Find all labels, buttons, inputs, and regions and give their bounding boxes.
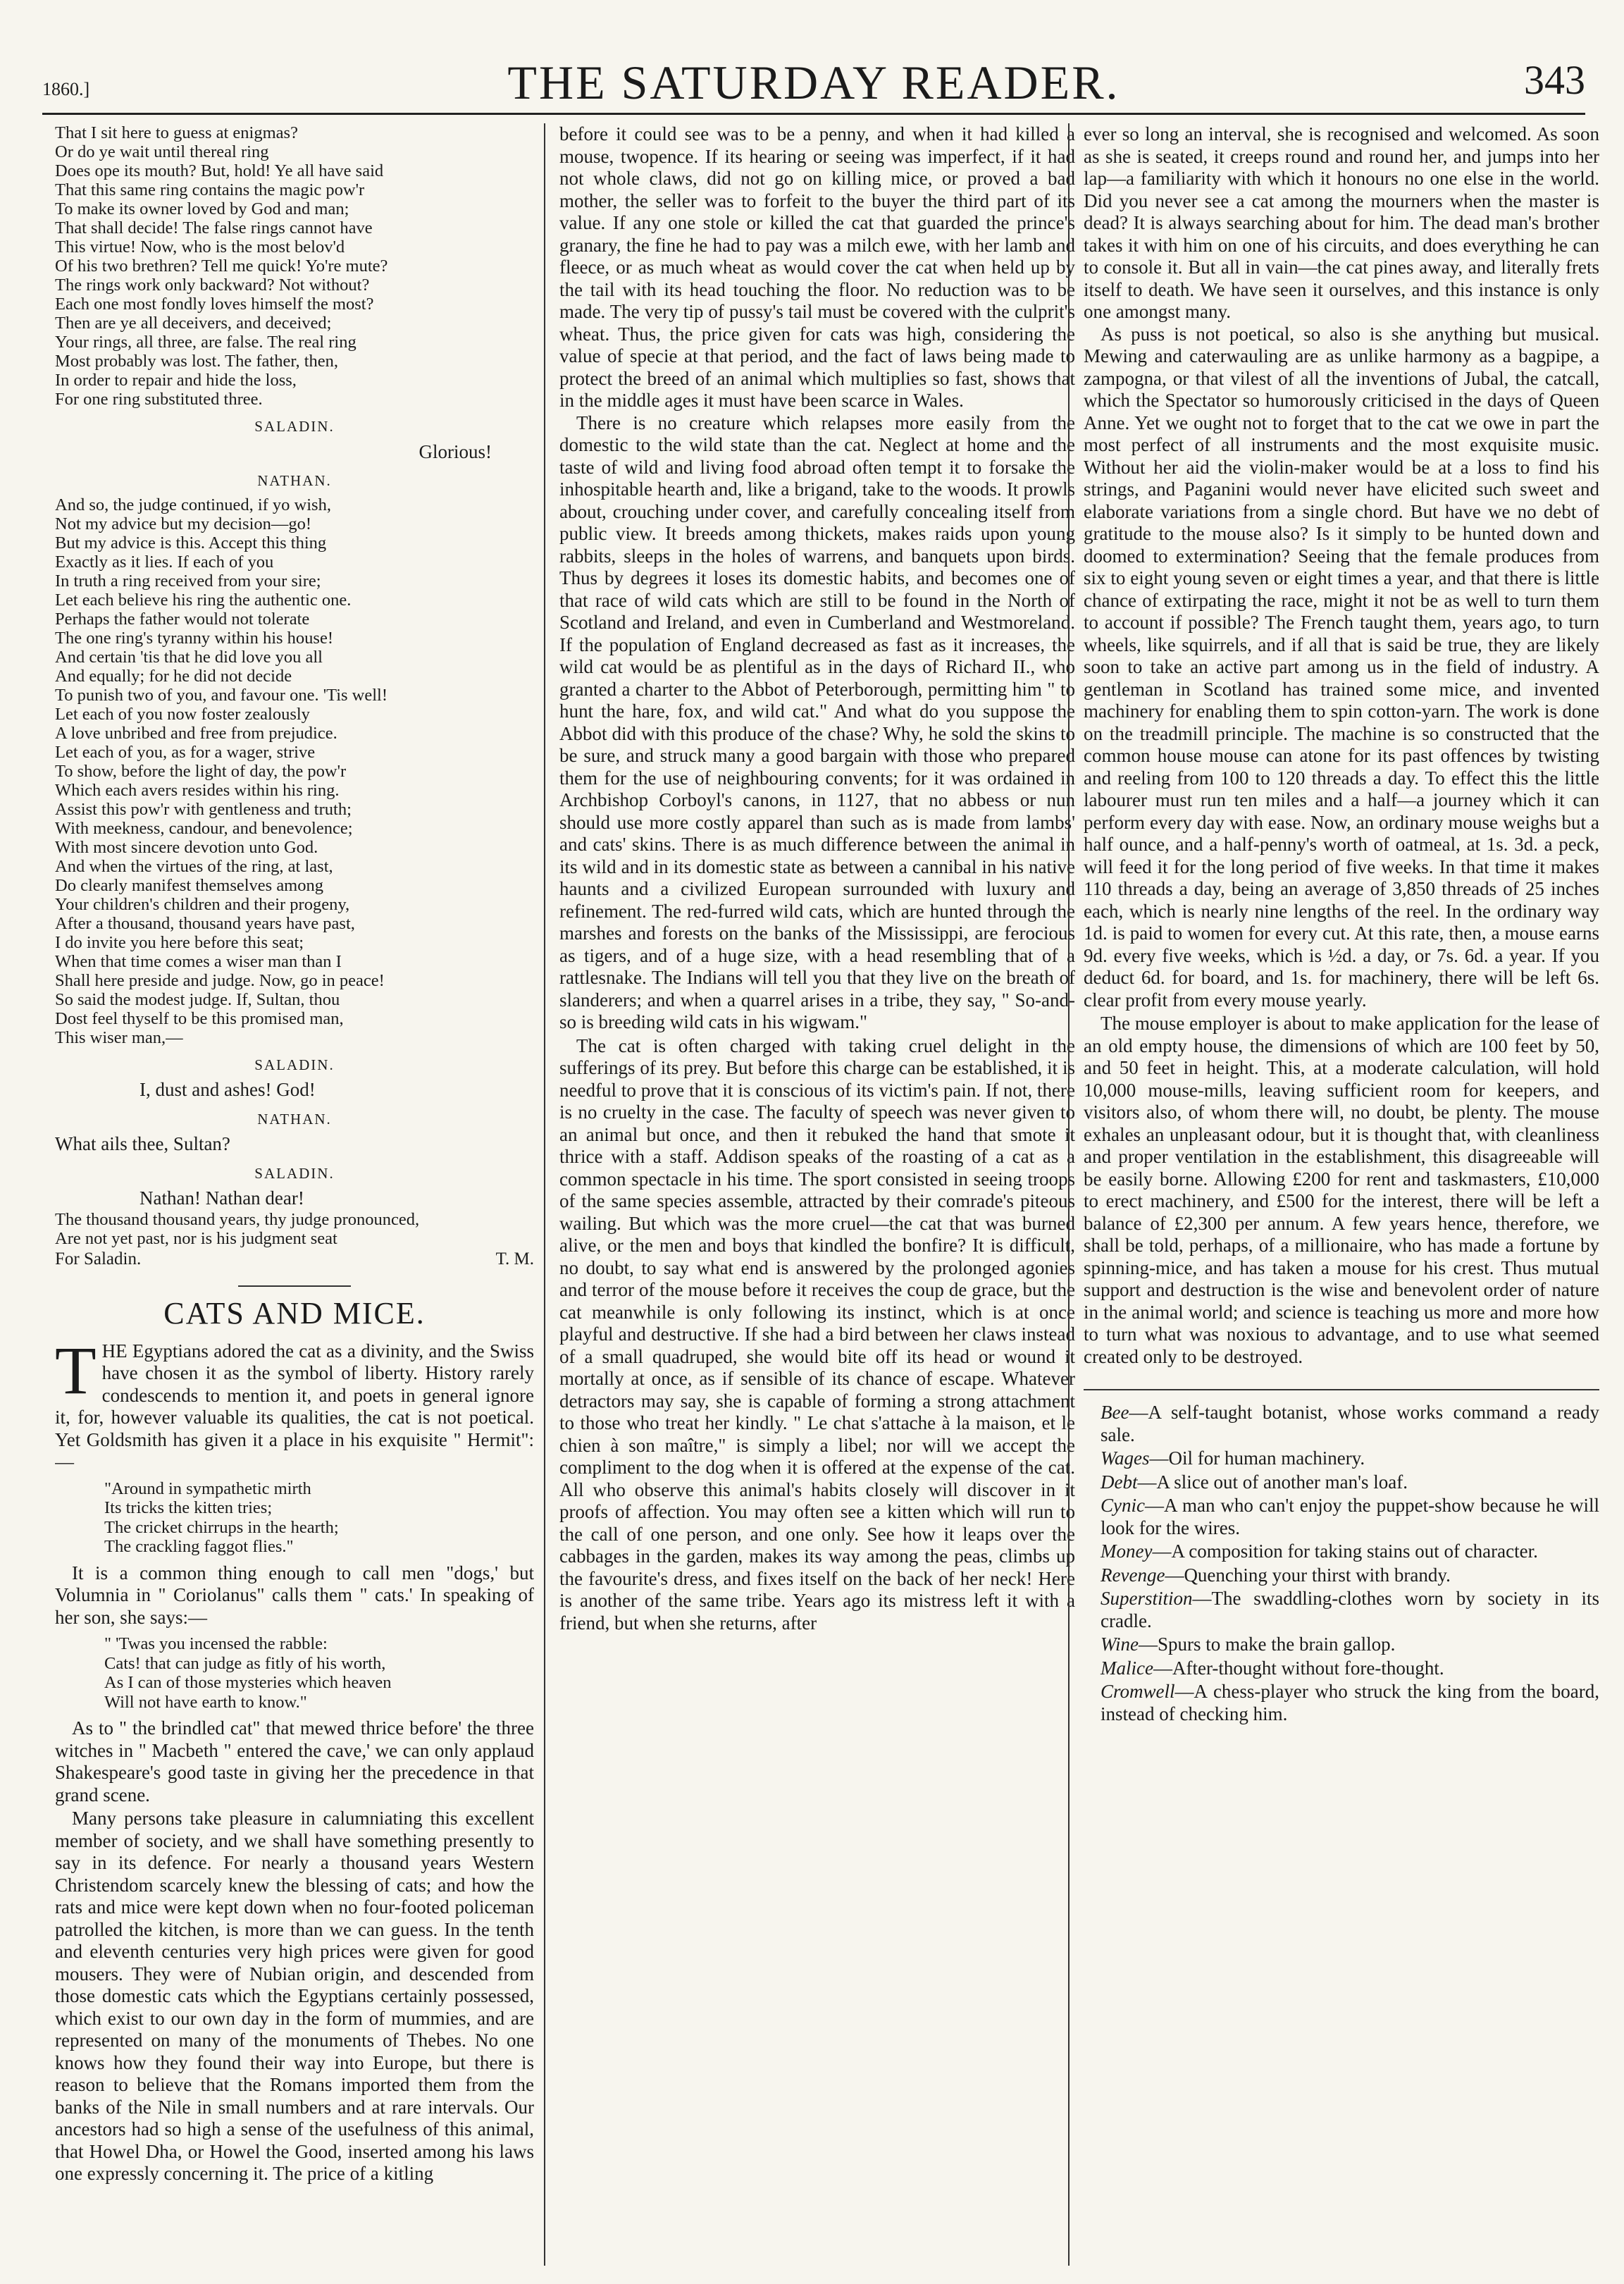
definition-text: —Quenching your thirst with brandy.: [1165, 1564, 1451, 1586]
definition-item: [1084, 1564, 1599, 1587]
poem-stanza-1: That I sit here to guess at enigmas? Or do ye wait until thereal ring Does ope its mouth? But, hold! Ye all have said That this same ring contains the magic pow'r To make its owner loved by God and man; That shall decide! The false rings cannot have This virtue! Now, who is the most belov'd Of his two brethren? Tell me quick! Yo're mute? The rings work only backward? Not without? Each one most fondly loves himself the most? Then are ye all deceivers, and deceived; Your rings, all three, are false. The real ring Most probably was lost. The father, then, In order to repair and hide the loss, For one ring substituted three.: [55, 123, 388, 409]
definition-text: —Oil for human machinery.: [1149, 1447, 1365, 1469]
article-paragraph: The mouse employer is about to make application for the lease of an old empty house, the dimensions of which are 100 feet by 50, and 50 feet in height. This, at a moderate calculation, will hold 10,000 mouse-mills, leaving sufficient room for keepers, and visitors also, of whom there will, no doubt, be plenty. The mouse exhales an unpleasant odour, but it is thought that, with cleanliness and proper ventilation in the establishment, this disagreeable will be easily borne. Allowing £200 for rent and taskmasters, £10,000 to erect machinery, and £500 for the interest, there will be left a balance of £2,300 per annum. A few years hence, therefore, we shall be told, perhaps, of a millionaire, who has made a fortune by spinning-mice, and has taken a mouse for his crest. Thus mutual support and destruction is the wise and benevolent order of nature in the animal world; and science is teaching us more and more how to turn what was noxious to advantage, and to use what seemed created only to be destroyed.: [1084, 1013, 1599, 1367]
definition-item: [1084, 1681, 1599, 1725]
column-3: [1068, 123, 1599, 2266]
article-paragraph: There is no creature which relapses more easily from the domestic to the wild state than the cat. Neglect at home and the taste of wild and living food abroad often tempt it to forsake the inhospitable hearth and, like a brigand, take to the woods. It prowls about, crouching under cover, and carefully concealing itself from public view. It breeds among thickets, makes raids upon young rabbits, sleeps in the holes of warrens, and banquets upon birds. Thus by degrees it loses its domestic habits, and becomes one of that race of wild cats which are still to be found in the North of Scotland and Ireland, and even in Cumberland and Westmoreland. If the population of England decreased as fast as it increases, the wild cat would be as plentiful as in the days of Richard II., who granted a charter to the Abbot of Peterborough, permitting him " to hunt the hare, fox, and wild cat." And what do you suppose the Abbot did with this produce of the chase? Why, he sold the skins to be sure, and struck many a good bargain with those who prepared them for the use of neighbouring convents; for it was ordained in Archbishop Corboyl's canons, in 1127, that no abbess or nun should use more costly apparel than such as is made from lambs' and cats' skins. There is as much difference between the animal in its wild and in its domestic state as between a cannibal in his native haunts and a civilized European surrounded with luxury and refinement. The red-furred wild cats, which are hunted through the marshes and forests on the banks of the Mississippi, are ferocious as tigers, and of a huge size, with a head resembling that of a rattlesnake. The Indians will tell you that they live on the breath of slanderers; and when a quarrel arises in a tribe, they say, " So-and-so is breeding wild cats in his wigwam.": [559, 412, 1075, 1032]
speaker-label: SALADIN.: [254, 1164, 335, 1182]
block-quote: "Around in sympathetic mirth Its tricks the kitten tries; The cricket chirrups in the hearth; The crackling faggot flies.": [104, 1479, 339, 1556]
definition-term: Malice: [1101, 1657, 1153, 1679]
speaker-label: SALADIN.: [254, 418, 335, 435]
definition-item: [1084, 1495, 1599, 1539]
definition-text: —A chess-player who struck the king from the board, instead of checking him.: [1101, 1681, 1599, 1724]
definition-text: —A slice out of another man's loaf.: [1137, 1471, 1408, 1493]
article-paragraph: Many persons take pleasure in calumniating this excellent member of society, and we shall have something presently to say in its defence. For nearly a thousand years Western Christendom scarcely knew the blessing of cats; and how the rats and mice were kept down when no four-footed policeman patrolled the kitchen, is more than we can guess. In the tenth and eleventh centuries very high prices were given for good mousers. They were of Nubian origin, and descended from those domestic cats which the Egyptians certainly possessed, which exist to our own day in the form of mummies, and are represented on many of the monuments of Thebes. No one knows how they found their way into Europe, but there is reason to believe that the Romans imported them from the banks of the Nile in small numbers and at rare intervals. Our ancestors had so high a sense of the usefulness of this animal, that Howel Dha, or Howel the Good, inserted among his laws one expressly concerning it. The price of a kitling: [55, 1808, 534, 2184]
column-1: [55, 123, 534, 2266]
page-number: 343: [1524, 57, 1585, 103]
definition-text: —A self-taught botanist, whose works command a ready sale.: [1101, 1402, 1599, 1445]
dialogue-line: Nathan! Nathan dear!: [140, 1187, 304, 1209]
definition-item: [1084, 1402, 1599, 1446]
divider: [238, 1285, 351, 1287]
definition-item: [1084, 1541, 1599, 1563]
definition-term: Bee: [1101, 1402, 1129, 1423]
definition-text: —A composition for taking stains out of character.: [1152, 1541, 1538, 1562]
definition-text: —After-thought without fore-thought.: [1153, 1657, 1444, 1679]
definition-item: [1084, 1658, 1599, 1680]
article-title: CATS AND MICE.: [163, 1296, 426, 1331]
author-initials: T. M.: [495, 1249, 534, 1268]
publication-title: THE SATURDAY READER.: [507, 56, 1120, 109]
definition-text: —Spurs to make the brain gallop.: [1139, 1634, 1396, 1655]
page-header: [42, 28, 1585, 115]
article-paragraph: It is a common thing enough to call men "dogs,' but Volumnia in " Coriolanus" calls them " cats.' In speaking of her son, she says:—: [55, 1562, 534, 1628]
article-paragraph: As puss is not poetical, so also is she anything but musical. Mewing and caterwauling are as unlike harmony as a bagpipe, a zampogna, or that vilest of all the inventions of Jubal, the catcall, which the Spectator so humorously criticised in the days of Queen Anne. Yet we ought not to forget that to the cat we owe in part the most perfect of all instruments and the most exquisite music. Without her aid the violin-maker would be at a loss to find his strings, and Paganini would never have elicited such sweet and elaborate variations from a single chord. But have we no debt of gratitude to the mouse also? Is it simply to be hunted down and doomed to extermination? Seeing that the female produces from six to eight young seven or eight times a year, and that there is little chance of extirpating the race, might it not be as well to turn them to account if possible? The French taught them, years ago, to turn wheels, like squirrels, and if all that is said be true, they are likely soon to take an active part among us in the field of industry. A gentleman in Scotland has trained some mice, and invented machinery for enabling them to spin cotton-yarn. The work is done on the treadmill principle. The machine is so constructed that the common house mouse can atone for its past offences by twisting and reeling from 100 to 120 threads a day. To effect this the little labourer must run ten miles and a half—a journey which it can perform every day with ease. Now, an ordinary mouse weighs but a half ounce, and a half-penny's worth of oatmeal, at 1s. 3d. a peck, will feed it for the long period of five weeks. In that time it makes 110 threads a day, being an average of 3,850 threads of 25 inches each, which is nearly nine lengths of the reel. In the ordinary way 1d. is paid to women for every cut. At this rate, then, a mouse earns 9d. every five weeks, which is ½d. a day, or 7s. 6d. a year. If you deduct 6d. for board, and 1s. for machinery, there will be left 6s. clear profit from every mouse yearly.: [1084, 323, 1599, 1011]
definition-term: Superstition: [1101, 1588, 1193, 1609]
article-paragraph: The cat is often charged with taking cruel delight in the sufferings of its prey. But before this charge can be established, it is needful to prove that it is conscious of its victim's pain. If not, there is no cruelty in the case. The faculty of speech was never given to an animal but once, and then it rebuked the hand that smote it thrice with a staff. Addison speaks of the roasting of a cat as a common spectacle in his time. The sport consisted in seeing troops of the same species assemble, attracted by their comrade's piteous wailing. But which was the more cruel—the cat that was burned alive, or the men and boys that kindled the bonfire? It is difficult, no doubt, to say what end is answered by the prolonged agonies and terror of the mouse before it receives the coup de grace, but the cat meanwhile is only following its instinct, which is at once playful and destructive. If she had a bird between her claws instead of a small quadruped, she would bite off its head or wound it mortally at once, as if sensible of its chance of escape. Whatever detractors may say, she is capable of forming a strong attachment to those who treat her kindly. " Le chat s'attache à la maison, et le chien à son maître," is simply a libel; nor will we accept the compliment to the dog when it is offered at the expense of the cat. All who observe this animal's habits closely will discover in it proofs of affection. You may often see a kitten which will run to the call of one person, and one only. See how it leaps over the cabbages in the garden, makes its way among the peas, climbs up the favourite's dress, and fixes itself on the back of her neck! Here is another of the same tribe. Years ago its mistress left it with a friend, but when she returns, after: [559, 1035, 1075, 1634]
signature-left: For Saladin.: [55, 1249, 142, 1268]
definition-item: [1084, 1471, 1599, 1494]
article-paragraph: ever so long an interval, she is recognised and welcomed. As soon as she is seated, it creeps round and round her, and jumps into her lap—a familiarity with which it honours no one else in the world. Did you never see a cat among the mourners when the master is dead? It is always searching about for him. The dead man's brother takes it with him on one of his circuits, and does everything he can to console it. But all in vain—the cat pines away, and literally frets itself to death. We have seen it ourselves, and this instance is only one amongst many.: [1084, 123, 1599, 322]
definition-text: —A man who can't enjoy the puppet-show because he will look for the wires.: [1101, 1495, 1599, 1538]
article-paragraph: before it could see was to be a penny, and when it had killed a mouse, twopence. If its hearing or seeing was imperfect, if it had not whole claws, did not go on killing mice, or proved a bad mother, the seller was to forfeit to the buyer the third part of its value. If any one stole or killed the cat that guarded the prince's granary, the fine he had to pay was a milch ewe, with her lamb and fleece, or as much wheat as would cover the cat when held up by the tail with its head touching the floor. No reduction was to be made. The very tip of pussy's tail must be covered with the culprit's wheat. Thus, the price given for cats was high, considering the value of specie at that period, and the fact of laws being made to protect the breed of an animal which multiplies so fast, shows that in the middle ages it must have been scarce in Wales.: [559, 123, 1075, 411]
poem-stanza-3: The thousand thousand years, thy judge pronounced, Are not yet past, nor is his judgment seat: [55, 1209, 420, 1248]
definition-term: Cromwell: [1101, 1681, 1175, 1702]
poem-stanza-2: And so, the judge continued, if yo wish, Not my advice but my decision—go! But my advice is this. Accept this thing Exactly as it lies. If each of you In truth a ring received from your sire; Let each believe his ring the authentic one. Perhaps the father would not tolerate The one ring's tyranny within his house! And certain 'tis that he did love you all And equally; for he did not decide To punish two of you, and favour one. 'Tis well! Let each of you now foster zealously A love unbribed and free from prejudice. Let each of you, as for a wager, strive To show, before the light of day, the pow'r Which each avers resides within his ring. Assist this pow'r with gentleness and truth; With meekness, candour, and benevolence; With most sincere devotion unto God. And when the virtues of the ring, at last, Do clearly manifest themselves among Your children's children and their progeny, After a thousand, thousand years have past, I do invite you here before this seat; When that time comes a wiser man than I Shall here preside and judge. Now, go in peace! So said the modest judge. If, Sultan, thou Dost feel thyself to be this promised man, This wiser man,—: [55, 495, 388, 1047]
definition-text: —The swaddling-clothes worn by society in its cradle.: [1101, 1588, 1599, 1631]
definition-term: Cynic: [1101, 1495, 1145, 1516]
definition-term: Debt: [1101, 1471, 1138, 1493]
signature-line: [55, 1248, 534, 1271]
speaker-label: SALADIN.: [254, 1056, 335, 1073]
definition-item: [1084, 1447, 1599, 1470]
definition-item: [1084, 1588, 1599, 1632]
article-paragraph: As to " the brindled cat" that mewed thrice before' the three witches in " Macbeth " entered the cave,' we can only applaud Shakespeare's good taste in giving her the precedence in that grand scene.: [55, 1717, 534, 1805]
speaker-label: NATHAN.: [257, 1110, 332, 1128]
definition-term: Money: [1101, 1541, 1153, 1562]
definitions-list: [1084, 1389, 1599, 1725]
definition-item: [1084, 1634, 1599, 1656]
block-quote: " 'Twas you incensed the rabble: Cats! that can judge as fitly of his worth, As I can of those mysteries which heaven Will not have earth to know.": [104, 1634, 392, 1712]
article-paragraph: THE Egyptians adored the cat as a divinity, and the Swiss have chosen it as the symbol of liberty. History rarely condescends to mention it, and poets in general ignore it, for, however valuable its qualities, the cat is not poetical. Yet Goldsmith has given it a place in his exquisite " Hermit":—: [55, 1332, 534, 1472]
drop-cap: T: [55, 1332, 97, 1408]
dialogue-line: Glorious!: [419, 440, 492, 462]
dialogue-line: What ails thee, Sultan?: [55, 1133, 230, 1154]
column-2: [544, 123, 1075, 2266]
definition-term: Wages: [1101, 1447, 1150, 1469]
dialogue-line: I, dust and ashes! God!: [140, 1079, 316, 1100]
definition-term: Wine: [1101, 1634, 1139, 1655]
definition-term: Revenge: [1101, 1564, 1165, 1586]
issue-year: 1860.]: [42, 79, 90, 99]
speaker-label: NATHAN.: [257, 472, 332, 489]
